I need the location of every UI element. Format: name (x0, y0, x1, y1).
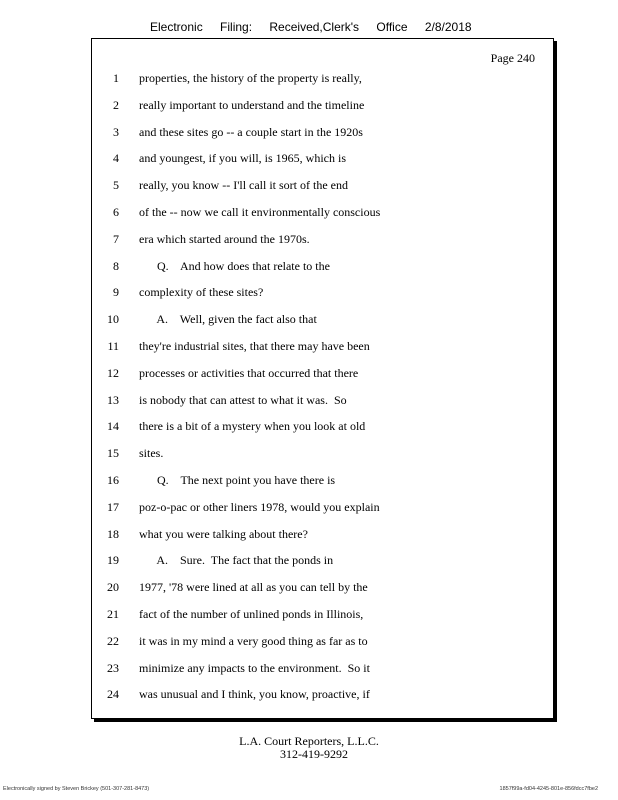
line-number: 18 (107, 526, 119, 541)
line-text: really important to understand and the timeline (139, 97, 365, 112)
line-number: 10 (107, 312, 119, 327)
line-text: era which started around the 1970s. (139, 231, 310, 246)
page-number: Page 240 (490, 51, 535, 65)
frame-shadow-bottom (94, 719, 557, 722)
line-text: Q. And how does that relate to the (139, 258, 330, 273)
line-text: really, you know -- I'll call it sort of the end (139, 178, 348, 193)
transcript-line (92, 178, 553, 204)
line-number: 9 (113, 285, 119, 300)
transcript-line (92, 339, 553, 365)
line-number: 6 (113, 205, 119, 219)
line-number: 13 (107, 392, 119, 407)
reporter-company: L.A. Court Reporters, L.L.C. (239, 734, 379, 748)
electronic-signature: Electronically signed by Steven Brickey (501-307-281-8473) (3, 786, 150, 792)
transcript-line (92, 205, 553, 231)
line-text: A. Sure. The fact that the ponds in (139, 553, 334, 568)
line-text: A. Well, given the fact also that (139, 312, 317, 327)
transcript-line (92, 553, 553, 579)
line-text: there is a bit of a mystery when you look at old (139, 419, 366, 434)
line-text: of the -- now we call it environmentally conscious (139, 205, 381, 219)
transcript-line (92, 473, 553, 499)
reporter-phone: 312-419-9292 (280, 747, 348, 761)
transcript-line (92, 687, 553, 713)
line-text: what you were talking about there? (139, 526, 308, 541)
transcript-line (92, 125, 553, 151)
line-text: sites. (139, 446, 164, 461)
line-number: 12 (107, 365, 119, 380)
line-number: 7 (113, 231, 119, 246)
line-text: they're industrial sites, that there may have been (139, 339, 370, 353)
line-number: 17 (107, 499, 119, 514)
header-received: Received,Clerk's (269, 20, 360, 34)
line-text: it was in my mind a very good thing as far as to (139, 633, 368, 648)
transcript-line (92, 500, 553, 526)
transcript-line (92, 607, 553, 633)
transcript-line (92, 661, 553, 687)
transcript-line (92, 527, 553, 553)
header-filing: Filing: (220, 20, 253, 34)
line-number: 22 (107, 633, 119, 648)
line-text: was unusual and I think, you know, proactive, if (139, 687, 370, 702)
line-number: 23 (107, 660, 119, 675)
header-electronic: Electronic (150, 20, 203, 34)
line-text: minimize any impacts to the environment. So it (139, 660, 370, 675)
transcript-line (92, 580, 553, 606)
line-text: poz-o-pac or other liners 1978, would you explain (139, 499, 380, 514)
line-text: fact of the number of unlined ponds in Illinois, (139, 607, 364, 621)
line-number: 19 (107, 553, 119, 568)
line-text: properties, the history of the property is really, (139, 71, 362, 85)
line-text: Q. The next point you have there is (139, 473, 336, 487)
transcript-page (91, 38, 554, 719)
line-number: 8 (113, 258, 119, 273)
line-number: 21 (107, 607, 119, 621)
line-number: 14 (107, 419, 119, 434)
line-number: 4 (113, 151, 119, 166)
line-number: 5 (113, 178, 119, 193)
line-text: 1977, '78 were lined at all as you can tell by the (139, 580, 368, 595)
header-date: 2/8/2018 (424, 20, 472, 34)
header-office: Office (376, 20, 408, 34)
line-number: 16 (107, 473, 119, 487)
transcript-line (92, 285, 553, 311)
line-number: 24 (107, 687, 119, 702)
line-number: 15 (107, 446, 119, 461)
frame-shadow-right (554, 41, 557, 722)
line-text: complexity of these sites? (139, 285, 264, 300)
transcript-line (92, 446, 553, 472)
transcript-line (92, 151, 553, 177)
line-number: 3 (113, 124, 119, 139)
line-number: 20 (107, 580, 119, 595)
line-text: and youngest, if you will, is 1965, which is (139, 151, 346, 166)
transcript-line (92, 98, 553, 124)
transcript-line (92, 259, 553, 285)
line-number: 1 (113, 71, 119, 85)
transcript-line (92, 366, 553, 392)
line-text: and these sites go -- a couple start in the 1920s (139, 124, 363, 139)
transcript-line (92, 71, 553, 97)
filing-header (150, 20, 486, 34)
transcript-line (92, 312, 553, 338)
line-text: is nobody that can attest to what it was. So (139, 392, 347, 407)
line-number: 2 (113, 97, 119, 112)
transcript-line (92, 393, 553, 419)
line-number: 11 (107, 339, 119, 353)
document-hash: 1857f99a-fd04-4245-801e-856fdcc7fbe2 (499, 786, 598, 792)
transcript-line (92, 419, 553, 445)
line-text: processes or activities that occurred that there (139, 365, 359, 380)
footer (0, 735, 618, 761)
transcript-line (92, 232, 553, 258)
transcript-line (92, 634, 553, 660)
